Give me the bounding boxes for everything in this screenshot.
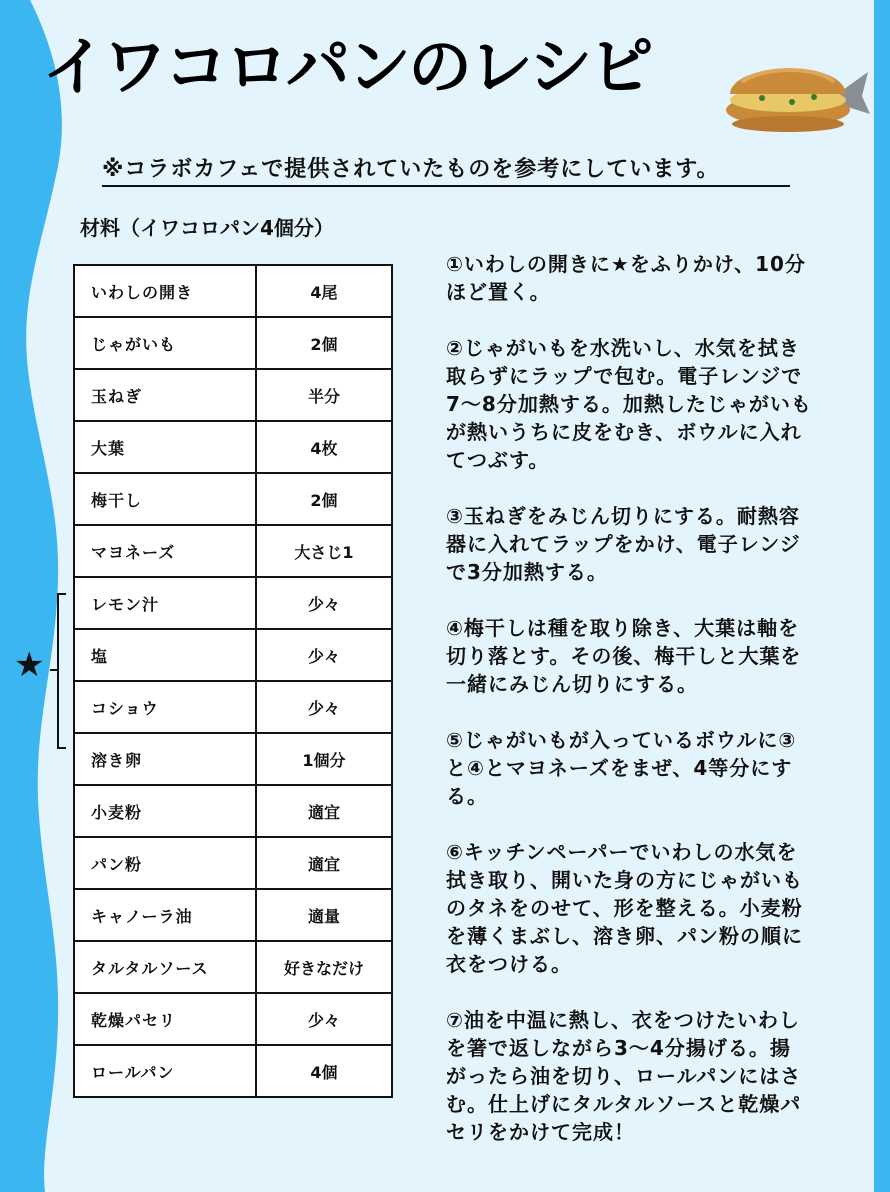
step-4 xyxy=(446,614,856,698)
step-line: と④とマヨネーズをまぜ、4等分にす xyxy=(446,756,793,780)
ingredient-name: いわしの開き xyxy=(74,265,256,317)
step-line: る。 xyxy=(446,784,488,808)
ingredient-name: レモン汁 xyxy=(74,577,256,629)
ingredient-row xyxy=(74,421,392,473)
instructions xyxy=(446,250,856,1174)
step-line: で3分加熱する。 xyxy=(446,560,608,584)
step-line: ②じゃがいもを水洗いし、水気を拭き xyxy=(446,336,800,360)
ingredient-quantity: 適量 xyxy=(256,889,392,941)
ingredient-quantity: 少々 xyxy=(256,577,392,629)
step-line: が熱いうちに皮をむき、ボウルに入れ xyxy=(446,420,802,444)
right-border xyxy=(874,0,890,1192)
step-line: を箸で返しながら3〜4分揚げる。揚 xyxy=(446,1036,791,1060)
ingredient-quantity: 少々 xyxy=(256,681,392,733)
step-line: ①いわしの開きに★をふりかけ、10分 xyxy=(446,252,806,276)
ingredient-name: 乾燥パセリ xyxy=(74,993,256,1045)
ingredient-quantity: 1個分 xyxy=(256,733,392,785)
ingredient-quantity: 4尾 xyxy=(256,265,392,317)
ingredients-heading: 材料（イワコロパン4個分） xyxy=(80,216,334,240)
ingredient-name: コショウ xyxy=(74,681,256,733)
step-line: ⑦油を中温に熱し、衣をつけたいわし xyxy=(446,1008,800,1032)
step-2 xyxy=(446,334,856,474)
fish-burger-image xyxy=(722,52,872,134)
ingredient-name: 溶き卵 xyxy=(74,733,256,785)
step-line: を薄くまぶし、溶き卵、パン粉の順に xyxy=(446,924,803,948)
step-line: てつぶす。 xyxy=(446,448,550,472)
ingredient-quantity: 4枚 xyxy=(256,421,392,473)
step-line: ⑥キッチンペーパーでいわしの水気を xyxy=(446,840,798,864)
ingredient-name: タルタルソース xyxy=(74,941,256,993)
ingredient-quantity: 2個 xyxy=(256,317,392,369)
ingredient-quantity: 少々 xyxy=(256,993,392,1045)
step-line: ⑤じゃがいもが入っているボウルに③ xyxy=(446,728,797,752)
step-1 xyxy=(446,250,856,306)
ingredient-row xyxy=(74,525,392,577)
ingredient-row xyxy=(74,317,392,369)
ingredient-quantity: 大さじ1 xyxy=(256,525,392,577)
ingredient-name: 小麦粉 xyxy=(74,785,256,837)
ingredient-row xyxy=(74,369,392,421)
step-line: のタネをのせて、形を整える。小麦粉 xyxy=(446,896,803,920)
step-7 xyxy=(446,1006,856,1146)
step-line: がったら油を切り、ロールパンにはさ xyxy=(446,1064,802,1088)
ingredient-row xyxy=(74,265,392,317)
ingredient-quantity: 半分 xyxy=(256,369,392,421)
ingredient-name: 塩 xyxy=(74,629,256,681)
step-6 xyxy=(446,838,856,978)
ingredient-row xyxy=(74,941,392,993)
ingredient-name: 大葉 xyxy=(74,421,256,473)
ingredient-row xyxy=(74,681,392,733)
step-line: 器に入れてラップをかけ、電子レンジ xyxy=(446,532,801,556)
ingredient-quantity: 4個 xyxy=(256,1045,392,1097)
ingredient-name: パン粉 xyxy=(74,837,256,889)
ingredient-quantity: 好きなだけ xyxy=(256,941,392,993)
ingredient-row xyxy=(74,733,392,785)
reference-note: ※コラボカフェで提供されていたものを参考にしています。 xyxy=(102,152,790,187)
step-line: 切り落とす。その後、梅干しと大葉を xyxy=(446,644,802,668)
ingredient-row xyxy=(74,837,392,889)
ingredient-quantity: 少々 xyxy=(256,629,392,681)
star-icon: ★ xyxy=(14,645,45,685)
ingredients-table xyxy=(73,264,393,1098)
step-line: 一緒にみじん切りにする。 xyxy=(446,672,698,696)
step-5 xyxy=(446,726,856,810)
ingredient-name: マヨネーズ xyxy=(74,525,256,577)
ingredient-name: 梅干し xyxy=(74,473,256,525)
step-line: 取らずにラップで包む。電子レンジで xyxy=(446,364,803,388)
ingredient-name: ロールパン xyxy=(74,1045,256,1097)
step-line: 7〜8分加熱する。加熱したじゃがいも xyxy=(446,392,812,416)
ingredient-row xyxy=(74,577,392,629)
step-line: む。仕上げにタルタルソースと乾燥パ xyxy=(446,1092,802,1116)
page-title: イワコロパンのレシピ xyxy=(42,31,651,105)
ingredient-name: じゃがいも xyxy=(74,317,256,369)
ingredient-row xyxy=(74,889,392,941)
ingredient-quantity: 適宜 xyxy=(256,785,392,837)
ingredient-quantity: 2個 xyxy=(256,473,392,525)
ingredient-name: 玉ねぎ xyxy=(74,369,256,421)
ingredient-name: キャノーラ油 xyxy=(74,889,256,941)
ingredient-row xyxy=(74,629,392,681)
step-line: ほど置く。 xyxy=(446,280,551,304)
ingredient-row xyxy=(74,993,392,1045)
step-line: ③玉ねぎをみじん切りにする。耐熱容 xyxy=(446,504,800,528)
ingredient-row xyxy=(74,473,392,525)
step-3 xyxy=(446,502,856,586)
ingredient-row xyxy=(74,785,392,837)
ingredient-row xyxy=(74,1045,392,1097)
ingredient-quantity: 適宜 xyxy=(256,837,392,889)
step-line: ④梅干しは種を取り除き、大葉は軸を xyxy=(446,616,800,640)
step-line: セリをかけて完成！ xyxy=(446,1120,635,1144)
step-line: 衣をつける。 xyxy=(446,952,572,976)
step-line: 拭き取り、開いた身の方にじゃがいも xyxy=(446,868,803,892)
